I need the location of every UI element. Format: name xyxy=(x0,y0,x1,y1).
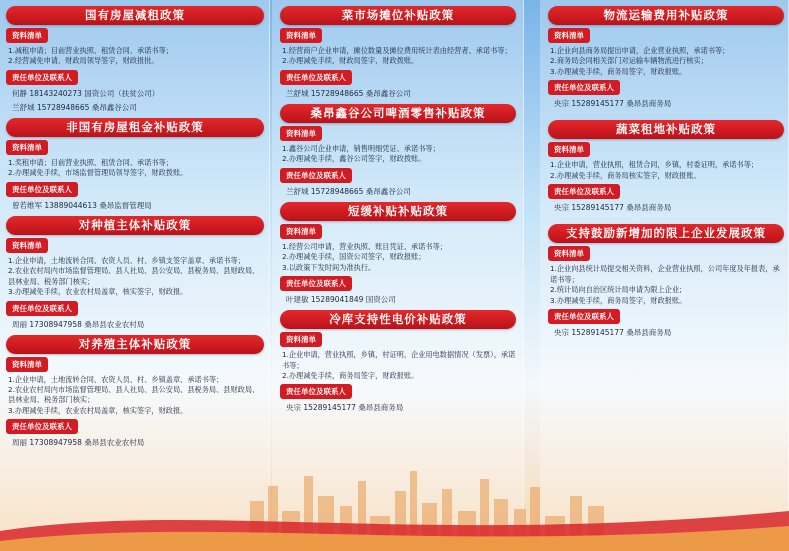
column-left xyxy=(6,6,264,448)
materials-list xyxy=(548,46,784,77)
column-middle xyxy=(280,6,516,413)
materials-list xyxy=(280,350,516,381)
section-title: 国有房屋减租政策 xyxy=(6,6,264,25)
materials-tag: 资料清单 xyxy=(548,28,590,43)
contact-tag: 责任单位及联系人 xyxy=(280,276,352,291)
contact-tag: 责任单位及联系人 xyxy=(6,70,78,85)
list-item: 1.企业申请，营业执照，乡镇，村证明，企业用电数据情况（发票），承诺书等； xyxy=(282,350,516,370)
red-ribbon-decoration xyxy=(0,491,789,551)
list-item: 2.农业农村局内市场监督管理局、县人社局、县公安局、县税务局、县财政局、县林业局、税务部门核实； xyxy=(8,266,260,286)
list-item: 2.办理减免手续，国资公司签字，财政报账； xyxy=(282,252,426,262)
contact-line: 兰舒城 15728948665 桑昂鑫谷公司 xyxy=(286,88,411,98)
list-item: 1.企业向县商务局提出申请，企业营业执照，承诺书等； xyxy=(550,46,730,55)
contact-line: 央宗 15289145177 桑昂县商务局 xyxy=(286,403,404,413)
materials-list xyxy=(280,46,516,67)
section-title: 物流运输费用补贴政策 xyxy=(548,6,784,25)
contact-line: 周丽 17308947958 桑昂县农业农村局 xyxy=(12,319,145,329)
contact-tag: 责任单位及联系人 xyxy=(280,70,352,85)
policy-section xyxy=(548,224,784,338)
materials-tag: 资料清单 xyxy=(280,28,322,43)
list-item: 2.办理减免手续，鑫谷公司签字，财政拨账。 xyxy=(282,154,426,164)
contact-tag: 责任单位及联系人 xyxy=(6,419,78,434)
section-title: 非国有房屋租金补贴政策 xyxy=(6,118,264,137)
materials-tag: 资料清单 xyxy=(6,238,48,253)
materials-list xyxy=(6,256,264,298)
list-item: 1.企业申请，营业执照，租赁合同，乡镇，村委证明，承诺书等； xyxy=(550,160,759,170)
list-item: 1.企业申请，土地流转合同、农资人员、村、乡镇支签字盖章、承诺书等； xyxy=(8,255,245,265)
materials-list xyxy=(6,46,264,67)
section-title: 对养殖主体补贴政策 xyxy=(6,335,264,354)
contact-line: 兰舒城 15728948665 桑昂鑫谷公司 xyxy=(286,186,411,196)
contact-tag: 责任单位及联系人 xyxy=(548,184,620,199)
contact-tag: 责任单位及联系人 xyxy=(6,301,78,316)
list-item: 1.经营商户企业申请，摊位数量及摊位费用统计表由经营者、承诺书等； xyxy=(282,46,512,55)
contact-line: 曾若维军 13889044613 桑昂监督管理局 xyxy=(12,200,152,210)
list-item: 2.商务局会同相关部门对运输车辆物流进行核实； xyxy=(550,56,708,66)
policy-section xyxy=(548,6,784,109)
materials-list xyxy=(280,144,516,165)
list-item: 3.办理减免手续，商务局签字，财政报账。 xyxy=(550,295,687,305)
contact-tag: 责任单位及联系人 xyxy=(548,309,620,324)
materials-list xyxy=(6,158,264,179)
list-item: 3.办理减免手续，农业农村局盖章，核实签字，财政报。 xyxy=(8,287,188,297)
contact-line: 周丽 17308947958 桑昂县农业农村局 xyxy=(12,438,145,448)
materials-tag: 资料清单 xyxy=(280,224,322,239)
contact-line: 何静 18143240273 国资公司（扶贫公司） xyxy=(12,88,160,98)
section-title: 菜市场摊位补贴政策 xyxy=(280,6,516,25)
list-item: 1.企业申请，土地流转合同、农资人员、村、乡镇盖章、承诺书等； xyxy=(8,374,224,384)
materials-tag: 资料清单 xyxy=(548,246,590,261)
list-item: 2.经营减免申请，财政局领导签字，财政报批。 xyxy=(8,56,159,66)
policy-section xyxy=(6,6,264,113)
list-item: 1.经营公司申请，营业执照、账目凭证、承诺书等； xyxy=(282,241,447,251)
policy-section xyxy=(548,120,784,213)
list-item: 2.统计局向自治区统计局申请为限上企业； xyxy=(550,285,687,295)
contact-line: 兰舒城 15728948665 桑昂鑫谷公司 xyxy=(12,102,137,112)
contact-tag: 责任单位及联系人 xyxy=(280,384,352,399)
materials-list xyxy=(6,375,264,417)
list-item: 2.办理减免手续，商务局签字，财政报账。 xyxy=(282,370,419,380)
policy-section xyxy=(280,6,516,99)
materials-tag: 资料清单 xyxy=(280,332,322,347)
contact-line: 央宗 15289145177 桑昂县商务局 xyxy=(554,99,672,109)
list-item: 2.办理减免手续，市场监督管理局领导签字，财政拨账。 xyxy=(8,168,188,178)
policy-section xyxy=(280,202,516,305)
list-item: 1.企业向县统计局提交相关资料，企业营业执照，公司年度及年报表，承诺书等； xyxy=(550,264,780,284)
section-title: 桑昂鑫谷公司啤酒零售补贴政策 xyxy=(280,104,516,123)
materials-tag: 资料清单 xyxy=(6,140,48,155)
policy-section xyxy=(6,118,264,211)
contact-line: 叶建敏 15289041849 国资公司 xyxy=(286,295,396,305)
list-item: 1.减租申请；目前营业执照、租赁合同、承诺书等； xyxy=(8,46,173,55)
contact-tag: 责任单位及联系人 xyxy=(548,80,620,95)
contact-tag: 责任单位及联系人 xyxy=(6,182,78,197)
section-title: 短缓补贴补贴政策 xyxy=(280,202,516,221)
list-item: 2.农业农村局内市场监督管理局、县人社局、县公安局、县税务局、县财政局、县林业局、税务部门核实； xyxy=(8,384,260,405)
policy-section xyxy=(280,104,516,197)
list-item: 2.办理减免手续，财政局签字，财政拨账。 xyxy=(282,56,419,66)
list-item: 3.办理减免手续，农业农村局盖章，核实签字，财政报。 xyxy=(8,405,188,415)
section-title: 支持鼓励新增加的限上企业发展政策 xyxy=(548,224,784,243)
materials-list xyxy=(548,264,784,306)
section-title: 冷库支持性电价补贴政策 xyxy=(280,310,516,329)
materials-list xyxy=(548,160,784,181)
materials-tag: 资料清单 xyxy=(6,28,48,43)
materials-tag: 资料清单 xyxy=(280,126,322,141)
contact-line: 央宗 15289145177 桑昂县商务局 xyxy=(554,203,672,213)
materials-list xyxy=(280,242,516,273)
materials-tag: 资料清单 xyxy=(548,142,590,157)
section-title: 对种植主体补贴政策 xyxy=(6,216,264,235)
contact-tag: 责任单位及联系人 xyxy=(280,168,352,183)
list-item: 3.办理减免手续，商务局签字，财政报账。 xyxy=(550,66,687,76)
policy-section xyxy=(6,335,264,449)
list-item: 3.以政策下发时间为准执行。 xyxy=(282,262,376,272)
list-item: 2.办理减免手续，商务局核实签字，财政报账。 xyxy=(550,170,701,180)
materials-tag: 资料清单 xyxy=(6,357,48,372)
list-item: 1.奖租申请；目前营业执照、租赁合同、承诺书等； xyxy=(8,157,173,167)
column-right xyxy=(548,6,784,338)
policy-section xyxy=(280,310,516,413)
section-title: 蔬菜租地补贴政策 xyxy=(548,120,784,139)
contact-line: 央宗 15289145177 桑昂县商务局 xyxy=(554,327,672,337)
policy-section xyxy=(6,216,264,330)
list-item: 1.鑫谷公司企业申请，销售明细凭证、承诺书等； xyxy=(282,143,440,153)
